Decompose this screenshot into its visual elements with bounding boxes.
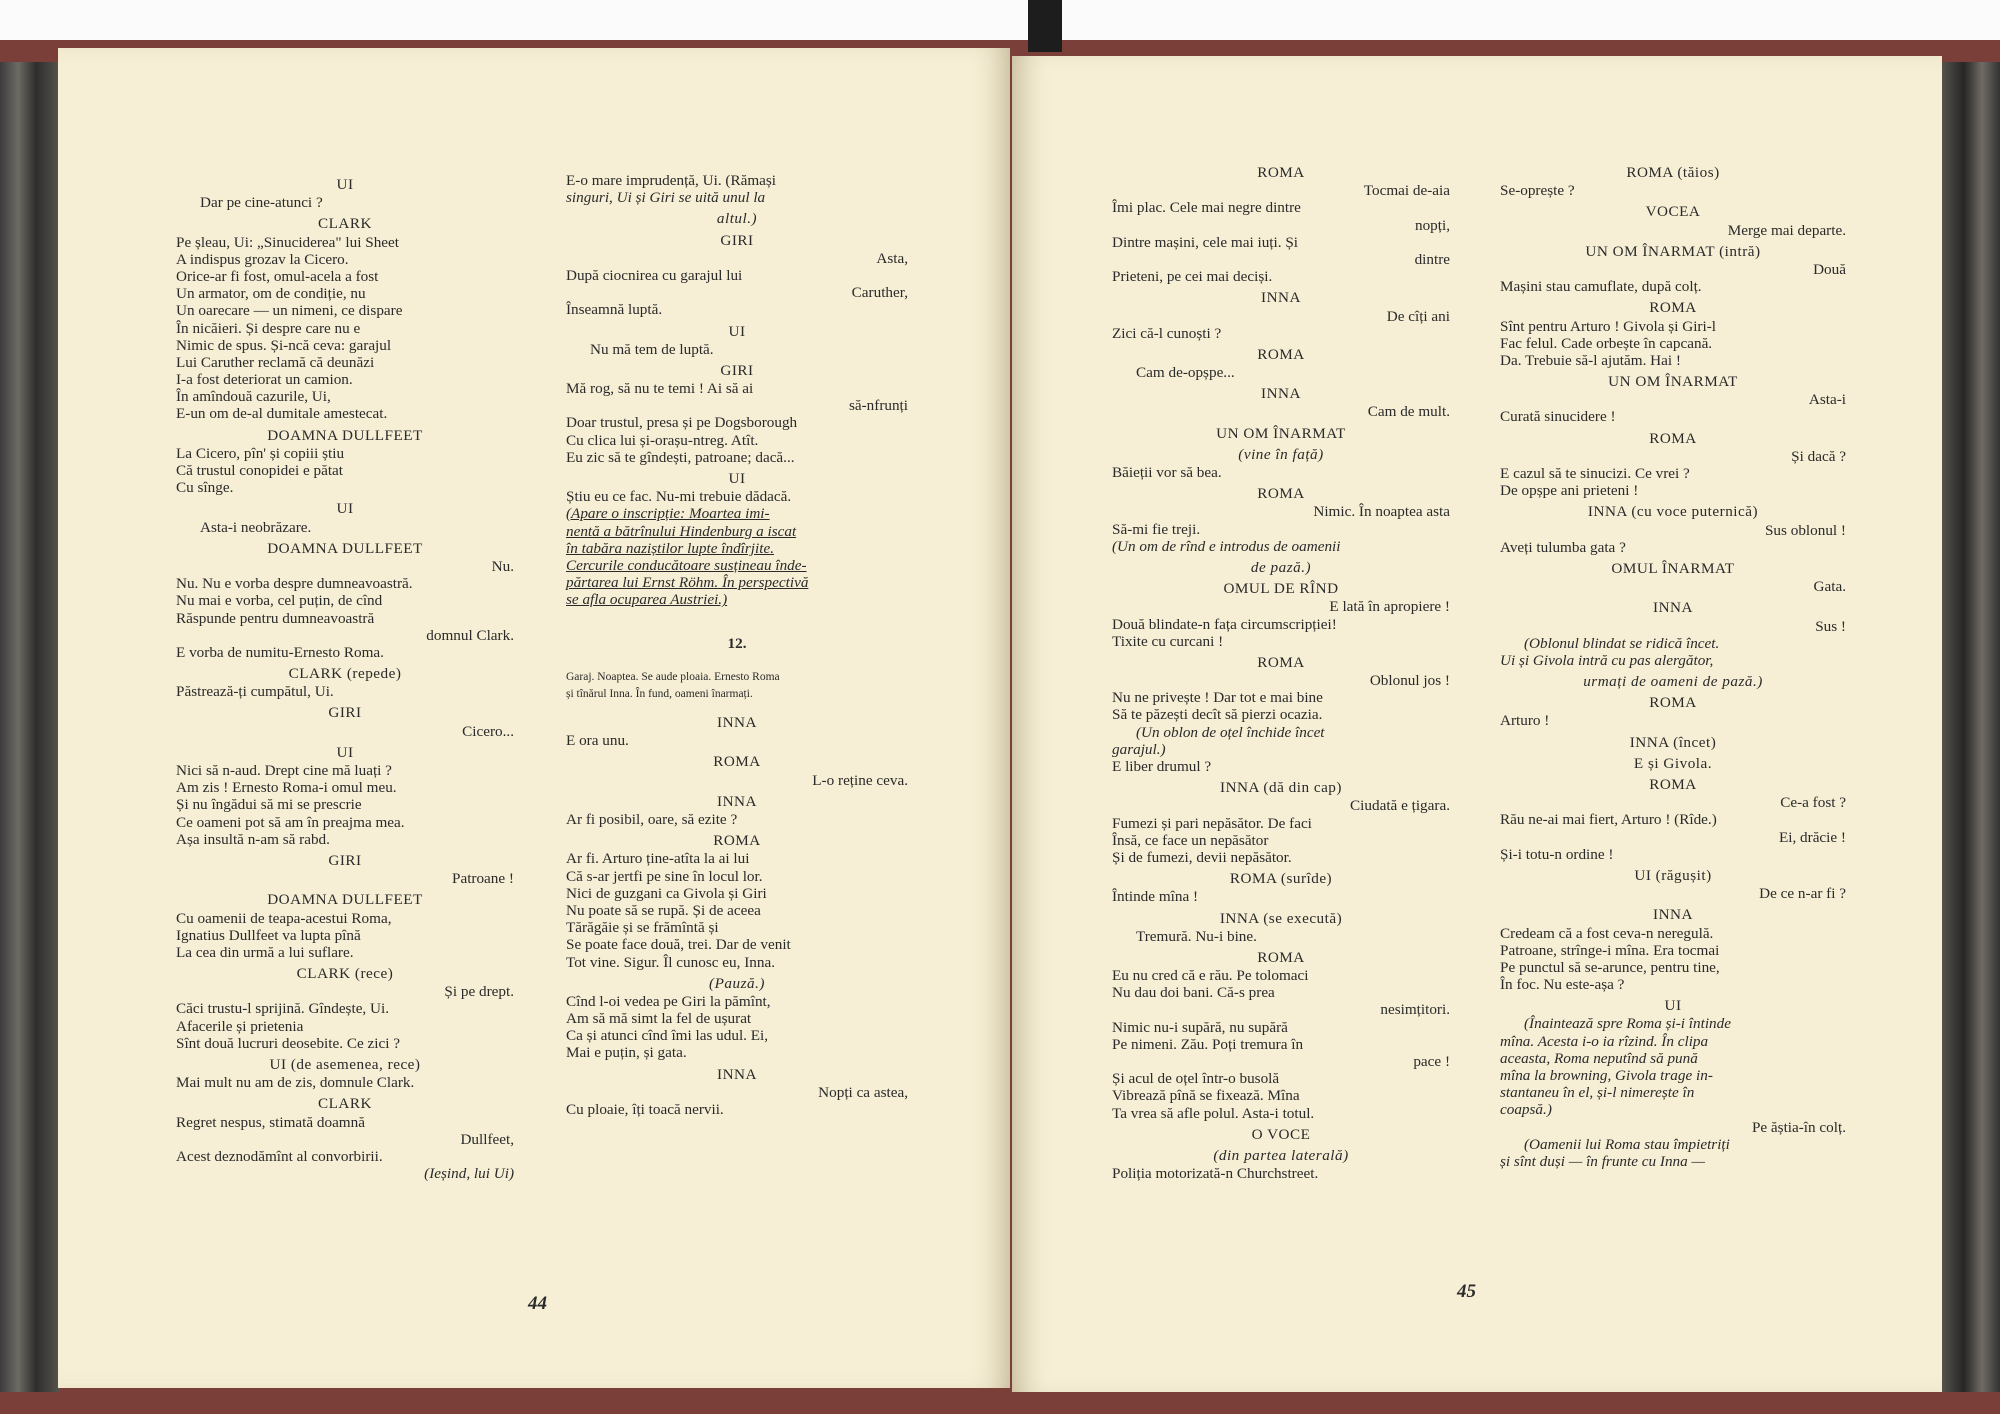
text-line: Cu ploaie, îți toacă nervii. <box>566 1101 724 1118</box>
text-line: Nici să n-aud. Drept cine mă luați ? <box>176 762 392 779</box>
speaker-line: ROMA <box>1649 776 1697 793</box>
speaker-line: ROMA <box>1649 429 1697 447</box>
text-line: Arturo ! <box>1500 712 1550 730</box>
text-line: Băieții vor să bea. <box>1112 464 1222 481</box>
text-line: Să-mi fie treji. <box>1112 520 1201 538</box>
text-line: Nu. Nu e vorba despre dumneavoastră. <box>176 575 413 593</box>
text-line: Afacerile și prietenia <box>176 1017 304 1035</box>
page-number: 45 <box>1457 1281 1476 1302</box>
speaker-line: UI <box>728 470 746 487</box>
text-line: Ar fi. Arturo ține-atîta la ai lui <box>566 850 750 868</box>
speaker-line: DOAMNA DULLFEET <box>267 426 423 444</box>
speaker-line: INNA <box>1653 906 1693 924</box>
speaker-line: UI (de asemenea, rece) <box>269 1056 421 1073</box>
speaker-line: DOAMNA DULLFEET <box>267 891 423 909</box>
speaker-line: INNA <box>717 714 757 732</box>
text-line: Mașini stau camuflate, după colț. <box>1500 278 1702 296</box>
text-line: În nicăieri. Și despre care nu e <box>176 319 361 337</box>
text-line: Nu dau doi bani. Că-s prea <box>1112 984 1275 1002</box>
speaker-line: GIRI <box>720 361 754 379</box>
text-line: Dullfeet, <box>460 1130 514 1148</box>
text-line: Ce-a fost ? <box>1780 794 1846 812</box>
text-line: E ora unu. <box>566 732 629 750</box>
speaker-line: ROMA <box>713 753 761 771</box>
text-line: De cîți ani <box>1386 307 1450 325</box>
page-number: 44 <box>528 1293 547 1314</box>
speaker-line: CLARK <box>318 1095 372 1113</box>
text-line: Asta, <box>876 249 908 267</box>
text-line: Cicero... <box>462 722 514 740</box>
speaker-line: ROMA (tăios) <box>1626 164 1720 181</box>
speaker-line: (Pauză.) <box>709 974 765 992</box>
right-column-1 <box>1112 160 1450 1182</box>
text-line: Și nu îngădui să mi se prescrie <box>176 796 362 814</box>
right-page <box>1012 56 1942 1392</box>
stage-direction: și tînărul Inna. În fund, oameni înarmați. <box>566 687 753 700</box>
speaker-line: INNA (dă din cap) <box>1220 779 1342 797</box>
text-line: Așa insultă n-am să rabd. <box>176 830 330 848</box>
spine-gap <box>1028 0 1062 52</box>
speaker-line: INNA <box>717 792 757 810</box>
text-line: Ca și atunci cînd îmi las udul. Ei, <box>566 1027 769 1045</box>
text-line: Și de fumezi, devii nepăsător. <box>1112 848 1292 866</box>
text-line: Să te păzești decît să pierzi ocazia. <box>1112 706 1323 724</box>
text-line: să-nfrunți <box>848 397 908 415</box>
text-line: dintre <box>1414 250 1450 268</box>
right-column-2 <box>1500 160 1846 1170</box>
text-line: Păstrează-ți cumpătul, Ui. <box>176 683 334 701</box>
text-line: Că trustul conopidei e pătat <box>176 462 344 479</box>
text-line: Nici de guzgani ca Givola și Giri <box>566 884 767 902</box>
text-line: Patroane ! <box>452 870 514 888</box>
text-line: Se-oprește ? <box>1500 182 1575 200</box>
text-line: Nopți ca astea, <box>818 1083 908 1101</box>
speaker-line: GIRI <box>328 851 362 869</box>
text-line: mîna la browning, Givola trage in- <box>1500 1067 1713 1084</box>
speaker-line: UI <box>336 743 354 761</box>
text-line: aceasta, Roma neputînd să pună <box>1500 1049 1698 1067</box>
text-line: L-o reține ceva. <box>812 771 908 789</box>
text-line: Asta-i <box>1808 391 1846 409</box>
speaker-line: ROMA (surîde) <box>1229 870 1333 888</box>
text-line: E-o mare imprudență, Ui. (Rămași <box>566 172 777 189</box>
right-page-edges <box>1940 62 2000 1392</box>
text-line: Un armator, om de condiție, nu <box>176 285 366 303</box>
text-line: Tremură. Nu-i bine. <box>1136 927 1257 945</box>
text-line: Poliția motorizată-n Churchstreet. <box>1112 1165 1319 1183</box>
text-line: Credeam că a fost ceva-n neregulă. <box>1500 924 1714 942</box>
text-line: Zici că-l cunoști ? <box>1112 324 1222 342</box>
text-line: domnul Clark. <box>426 626 514 644</box>
text-line: Ei, drăcie ! <box>1778 828 1846 846</box>
speaker-line: ROMA <box>1257 948 1305 966</box>
speaker-line: INNA <box>1261 385 1301 403</box>
text-line: nesimțitori. <box>1380 1001 1450 1019</box>
text-line: Înseamnă luptă. <box>566 301 663 319</box>
speaker-line: UN OM ÎNARMAT <box>1608 373 1738 391</box>
text-line: Vibrează pînă se fixează. Mîna <box>1112 1087 1300 1105</box>
text-line: Eu zic să te gîndești, patroane; dacă... <box>566 448 795 466</box>
speaker-line: CLARK (rece) <box>296 965 394 983</box>
text-line: Rău ne-ai mai fiert, Arturo ! (Rîde.) <box>1500 811 1717 829</box>
speaker-line: ROMA <box>1257 164 1305 181</box>
text-line: Și dacă ? <box>1791 447 1846 465</box>
text-line: Tărăgăie și se frămîntă și <box>566 919 719 937</box>
speaker-line: ROMA <box>713 832 761 850</box>
speaker-line: INNA (încet) <box>1629 733 1717 751</box>
text-line: Cu oamenii de teapa-acestui Roma, <box>176 909 392 927</box>
text-line: E-un om de-al dumitale amestecat. <box>176 405 388 423</box>
speaker-line: (din partea laterală) <box>1213 1146 1349 1164</box>
text-line: Două blindate-n fața circumscripției! <box>1112 615 1337 633</box>
text-line: De opșpe ani prieteni ! <box>1500 482 1639 500</box>
speaker-line: ROMA <box>1649 694 1697 712</box>
speaker-line: de pază.) <box>1250 558 1312 576</box>
text-line: De ce n-ar fi ? <box>1759 885 1846 903</box>
text-line: Am zis ! Ernesto Roma-i omul meu. <box>176 779 397 797</box>
speaker-line: GIRI <box>328 704 362 722</box>
speaker-line: INNA <box>1261 289 1301 307</box>
speaker-line: ROMA <box>1649 299 1697 317</box>
text-line: Îmi plac. Cele mai negre dintre <box>1112 199 1301 217</box>
text-line: coapsă.) <box>1500 1101 1552 1119</box>
text-line: (Ieșind, lui Ui) <box>424 1165 514 1183</box>
speaker-line: O VOCE <box>1251 1125 1311 1143</box>
text-line: Cercurile conducătoare susțineau înde- <box>566 556 807 574</box>
text-line: Ciudată e țigara. <box>1350 797 1450 815</box>
text-line: Și-i totu-n ordine ! <box>1500 845 1614 863</box>
text-line: Gata. <box>1813 578 1846 596</box>
text-line: Am să mă simt la fel de ușurat <box>566 1010 752 1028</box>
speaker-line: (vine în față) <box>1238 445 1324 463</box>
text-line: Prieteni, pe cei mai deciși. <box>1112 268 1273 286</box>
speaker-line: INNA (cu voce puternică) <box>1587 503 1759 521</box>
left-page-edges <box>0 62 60 1392</box>
text-line: Că s-ar jertfi pe sine în locul lor. <box>566 867 763 885</box>
text-line: Oblonul jos ! <box>1369 672 1450 690</box>
text-line: Și pe drept. <box>444 983 514 1001</box>
text-line: Nimic de spus. Și-ncă ceva: garajul <box>176 336 392 354</box>
text-line: singuri, Ui și Giri se uită unul la <box>566 189 766 207</box>
speaker-line: CLARK <box>318 215 372 233</box>
speaker-line: ROMA <box>1257 653 1305 671</box>
text-line: Tocmai de-aia <box>1363 182 1450 200</box>
text-line: Cam de mult. <box>1367 403 1450 421</box>
text-line: Da. Trebuie să-l ajutăm. Hai ! <box>1500 351 1681 369</box>
text-line: stantaneu în el, și-l nimerește în <box>1500 1084 1695 1102</box>
speaker-line: UI <box>728 322 746 340</box>
speaker-line: VOCEA <box>1645 203 1701 221</box>
text-line: Merge mai departe. <box>1727 221 1846 239</box>
text-line: Aveți tulumba gata ? <box>1500 538 1626 556</box>
speaker-line: INNA <box>1653 599 1693 617</box>
text-line: Patroane, strînge-i mîna. Era tocmai <box>1500 941 1720 959</box>
text-line: Nu poate să se rupă. Și de aceea <box>566 901 761 919</box>
text-line: Fumezi și pari nepăsător. De faci <box>1112 814 1312 832</box>
text-line: Acest deznodămînt al convorbirii. <box>176 1147 383 1165</box>
text-line: Cu clica lui și-orașu-ntreg. Atît. <box>566 431 759 449</box>
text-line: (Apare o inscripție: Moartea imi- <box>566 505 770 523</box>
speaker-line: CLARK (repede) <box>288 665 402 683</box>
text-line: Lui Caruther reclamă că deunăzi <box>176 353 375 371</box>
text-line: Cam de-opșpe... <box>1136 364 1235 382</box>
text-line: pace ! <box>1413 1053 1450 1070</box>
text-line: Doar trustul, presa și pe Dogsborough <box>566 414 798 432</box>
text-line: Mă rog, să nu te temi ! Ai să ai <box>566 380 754 398</box>
text-line: (Un oblon de oțel închide încet <box>1136 723 1325 741</box>
speaker-line: UI <box>336 176 354 193</box>
text-line: în tabăra naziștilor lupte îndîrjite. <box>566 539 774 557</box>
text-line: Însă, ce face un nepăsător <box>1112 831 1269 849</box>
text-line: Se poate face două, trei. Dar de venit <box>566 936 791 954</box>
text-line: (Oamenii lui Roma stau împietriți <box>1524 1135 1730 1153</box>
text-line: E vorba de numitu-Ernesto Roma. <box>176 643 384 661</box>
text-line: și sînt duși — în frunte cu Inna — <box>1500 1152 1706 1170</box>
text-line: Tot vine. Sigur. Îl cunosc eu, Inna. <box>566 953 775 971</box>
text-line: La Cicero, pîn' și copiii știu <box>176 444 345 462</box>
text-line: Cu sînge. <box>176 479 234 497</box>
stage-direction: Garaj. Noaptea. Se aude ploaia. Ernesto Roma <box>566 670 780 683</box>
text-line: garajul.) <box>1112 740 1166 758</box>
text-line: Fac felul. Cade orbește în capcană. <box>1500 334 1713 352</box>
text-line: 12. <box>727 634 747 652</box>
speaker-line: UI <box>336 500 354 518</box>
text-line: Dintre mașini, cele mai iuți. Și <box>1112 233 1299 251</box>
speaker-line: OMUL DE RÎND <box>1223 580 1339 598</box>
speaker-line: INNA <box>717 1065 757 1083</box>
text-line: A indispus grozav la Cicero. <box>176 250 349 268</box>
text-line: Pe șleau, Ui: „Sinuciderea" lui Sheet <box>176 233 399 251</box>
text-line: Nu ne privește ! Dar tot e mai bine <box>1112 689 1323 707</box>
text-line: părtarea lui Ernst Röhm. În perspectivă <box>566 574 809 592</box>
text-line: Tixite cu curcani ! <box>1112 632 1224 650</box>
speaker-line: UI <box>1664 997 1682 1015</box>
text-line: Dar pe cine-atunci ? <box>200 194 323 212</box>
text-line: La cea din urmă a lui suflare. <box>176 943 354 961</box>
speaker-line: E și Givola. <box>1633 754 1713 772</box>
text-line: Un oarecare — un nimeni, ce dispare <box>176 302 403 320</box>
text-line <box>566 704 908 710</box>
text-line: Întinde mîna ! <box>1112 888 1199 906</box>
speaker-line: OMUL ÎNARMAT <box>1611 559 1735 577</box>
speaker-line: ROMA <box>1257 485 1305 503</box>
text-line: În amîndouă cazurile, Ui, <box>176 388 331 406</box>
left-page <box>58 48 1010 1388</box>
text-line: Eu nu cred că e rău. Pe tolomaci <box>1112 967 1309 985</box>
speaker-line: ROMA <box>1257 345 1305 363</box>
speaker-line: INNA (se execută) <box>1219 909 1343 927</box>
text-line: nopți, <box>1414 216 1450 234</box>
text-line: Sînt pentru Arturo ! Givola și Giri-l <box>1500 317 1716 335</box>
text-line: Mai mult nu am de zis, domnule Clark. <box>176 1074 415 1092</box>
text-line: I-a fost deteriorat un camion. <box>176 371 353 389</box>
text-line: E cazul să te sinucizi. Ce vrei ? <box>1500 465 1690 482</box>
text-line: Pe ăștia-în colț. <box>1751 1118 1846 1136</box>
text-line: Regret nespus, stimată doamnă <box>176 1113 365 1131</box>
speaker-line: urmați de oameni de pază.) <box>1583 673 1763 691</box>
left-column-2 <box>566 172 908 1118</box>
text-line: Ar fi posibil, oare, să ezite ? <box>566 811 738 828</box>
text-line: Caruther, <box>851 284 908 302</box>
speaker-line: UN OM ÎNARMAT <box>1216 424 1346 442</box>
text-line: Pe nimeni. Zău. Poți tremura în <box>1112 1035 1304 1053</box>
text-line: După ciocnirea cu garajul lui <box>566 266 743 284</box>
text-line: Nimic nu-i supără, nu supără <box>1112 1018 1288 1036</box>
text-line: E liber drumul ? <box>1112 758 1212 775</box>
text-line: Curată sinucidere ! <box>1500 408 1616 426</box>
speaker-line: UI (răgușit) <box>1634 866 1712 884</box>
text-line: se afla ocuparea Austriei.) <box>566 591 728 609</box>
text-line: Două <box>1813 260 1846 278</box>
text-line: Sus oblonul ! <box>1764 521 1846 539</box>
text-line: E lată în apropiere ! <box>1329 598 1450 616</box>
text-line: Ignatius Dullfeet va lupta pînă <box>176 926 361 944</box>
speaker-line: UN OM ÎNARMAT (intră) <box>1585 242 1761 260</box>
text-line: Cînd l-oi vedea pe Giri la pămînt, <box>566 992 771 1010</box>
text-line: Ui și Givola intră cu pas alergător, <box>1500 651 1714 669</box>
text-line: Asta-i neobrăzare. <box>200 518 312 536</box>
text-line: mîna. Acesta i-o ia rîzind. În clipa <box>1500 1032 1709 1050</box>
text-line: Orice-ar fi fost, omul-acela a fost <box>176 267 379 285</box>
text-line: Pe punctul să se-arunce, pentru tine, <box>1500 958 1720 976</box>
text-line: Nu mă tem de luptă. <box>590 340 714 358</box>
text-line: Nu. <box>491 557 514 575</box>
text-line: Ce oameni pot să am în preajma mea. <box>176 813 405 831</box>
text-line: (Oblonul blindat se ridică încet. <box>1524 634 1720 652</box>
text-line: (Un om de rînd e introdus de oamenii <box>1112 537 1341 555</box>
text-line: Răspunde pentru dumneavoastră <box>176 609 375 627</box>
text-line: Mai e puțin, și gata. <box>566 1044 687 1062</box>
text-line: Nimic. În noaptea asta <box>1313 503 1450 521</box>
speaker-line: altul.) <box>716 210 758 228</box>
text-line: Sînt două lucruri deosebite. Ce zici ? <box>176 1034 400 1052</box>
text-line: (Înaintează spre Roma și-i întinde <box>1524 1015 1731 1033</box>
text-line: Sus ! <box>1815 617 1846 635</box>
text-line: Nu mai e vorba, cel puțin, de cînd <box>176 592 383 610</box>
speaker-line: GIRI <box>720 231 754 249</box>
text-line: nentă a bătrînului Hindenburg a iscat <box>566 522 797 540</box>
text-line: Căci trustu-l sprijină. Gîndește, Ui. <box>176 1000 390 1018</box>
speaker-line: DOAMNA DULLFEET <box>267 539 423 557</box>
text-line: Ta vrea să afle polul. Asta-i totul. <box>1112 1104 1315 1122</box>
left-column-1 <box>176 172 514 1182</box>
text-line: Și acul de oțel într-o busolă <box>1112 1070 1280 1088</box>
text-line: În foc. Nu este-așa ? <box>1500 976 1625 994</box>
text-line: Știu eu ce fac. Nu-mi trebuie dădacă. <box>566 488 792 506</box>
